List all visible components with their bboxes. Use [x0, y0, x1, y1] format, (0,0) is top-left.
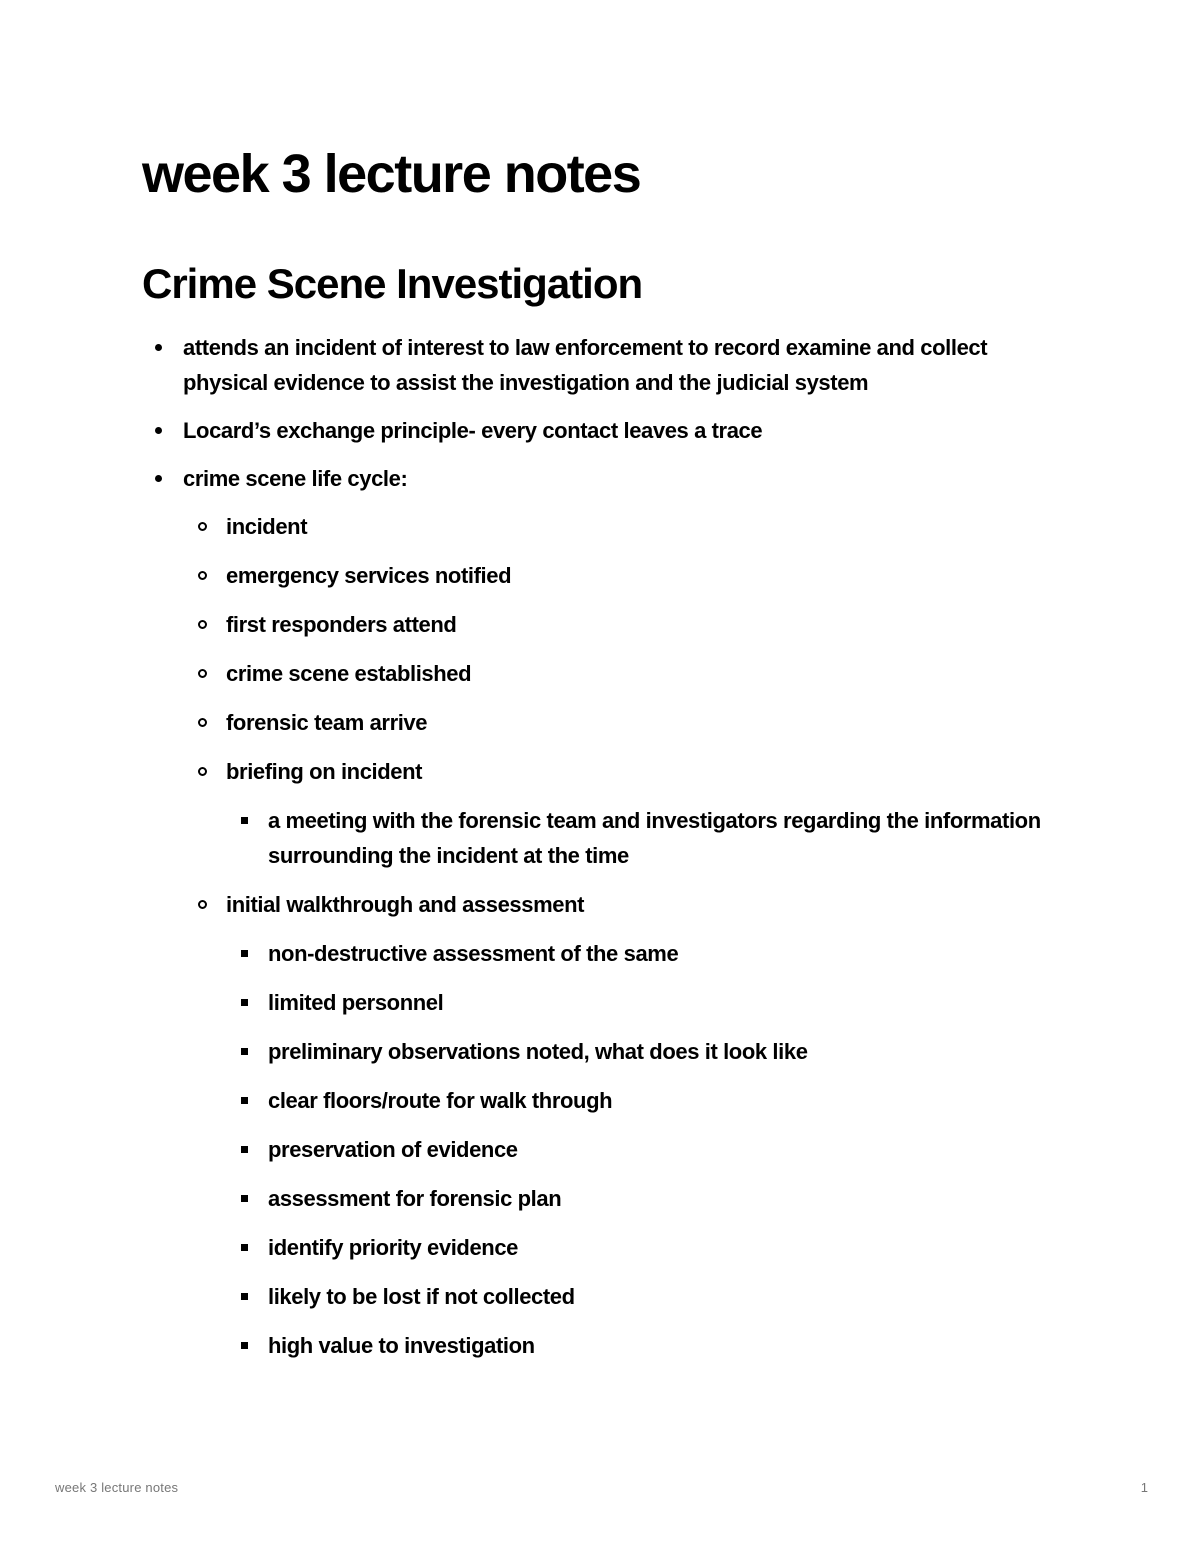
detail-item-text: limited personnel — [268, 990, 444, 1015]
list-item — [142, 461, 1042, 1363]
list-item — [142, 330, 1042, 400]
life-cycle-item-text: incident — [226, 514, 308, 539]
detail-item-text: clear floors/route for walk through — [268, 1088, 613, 1113]
life-cycle-item-text: crime scene established — [226, 661, 472, 686]
detail-item-text: identify priority evidence — [268, 1235, 519, 1260]
walkthrough-details-list — [226, 936, 1042, 1363]
footer-title: week 3 lecture notes — [55, 1480, 179, 1495]
life-cycle-item-text: emergency services notified — [226, 563, 512, 588]
detail-item-text: assessment for forensic plan — [268, 1186, 562, 1211]
briefing-details-list — [226, 803, 1042, 873]
detail-item — [226, 1034, 1042, 1069]
detail-item — [226, 936, 1042, 971]
life-cycle-item — [183, 656, 1042, 691]
list-item-text: attends an incident of interest to law enforcement to record examine and collect physical evidence to assist the investigation and the judicial system — [183, 335, 988, 395]
detail-item-text: likely to be lost if not collected — [268, 1284, 575, 1309]
life-cycle-item-text: initial walkthrough and assessment — [226, 892, 585, 917]
detail-item — [226, 1279, 1042, 1314]
life-cycle-item-text: forensic team arrive — [226, 710, 428, 735]
page-title: week 3 lecture notes — [142, 144, 641, 204]
detail-item — [226, 1181, 1042, 1216]
life-cycle-item — [183, 887, 1042, 1363]
detail-item — [226, 1328, 1042, 1363]
detail-item — [226, 1132, 1042, 1167]
life-cycle-item — [183, 754, 1042, 873]
life-cycle-item-text: briefing on incident — [226, 759, 423, 784]
detail-item — [226, 1230, 1042, 1265]
detail-item — [226, 985, 1042, 1020]
detail-item — [226, 1083, 1042, 1118]
page-number: 1 — [1140, 1480, 1148, 1495]
detail-item — [226, 803, 1042, 873]
life-cycle-list — [183, 509, 1042, 1363]
list-item-text: crime scene life cycle: — [183, 466, 408, 491]
life-cycle-item — [183, 509, 1042, 544]
detail-item-text: high value to investigation — [268, 1333, 535, 1358]
section-heading: Crime Scene Investigation — [142, 260, 643, 307]
list-item — [142, 413, 1042, 448]
detail-item-text: preliminary observations noted, what does it look like — [268, 1039, 808, 1064]
list-item-text: Locard’s exchange principle- every contact leaves a trace — [183, 418, 763, 443]
life-cycle-item — [183, 705, 1042, 740]
detail-item-text: preservation of evidence — [268, 1137, 518, 1162]
life-cycle-item — [183, 558, 1042, 593]
detail-item-text: a meeting with the forensic team and investigators regarding the information surrounding the incident at the time — [268, 808, 1041, 868]
bullet-list — [142, 330, 1042, 1377]
detail-item-text: non-destructive assessment of the same — [268, 941, 679, 966]
life-cycle-item-text: first responders attend — [226, 612, 457, 637]
life-cycle-item — [183, 607, 1042, 642]
